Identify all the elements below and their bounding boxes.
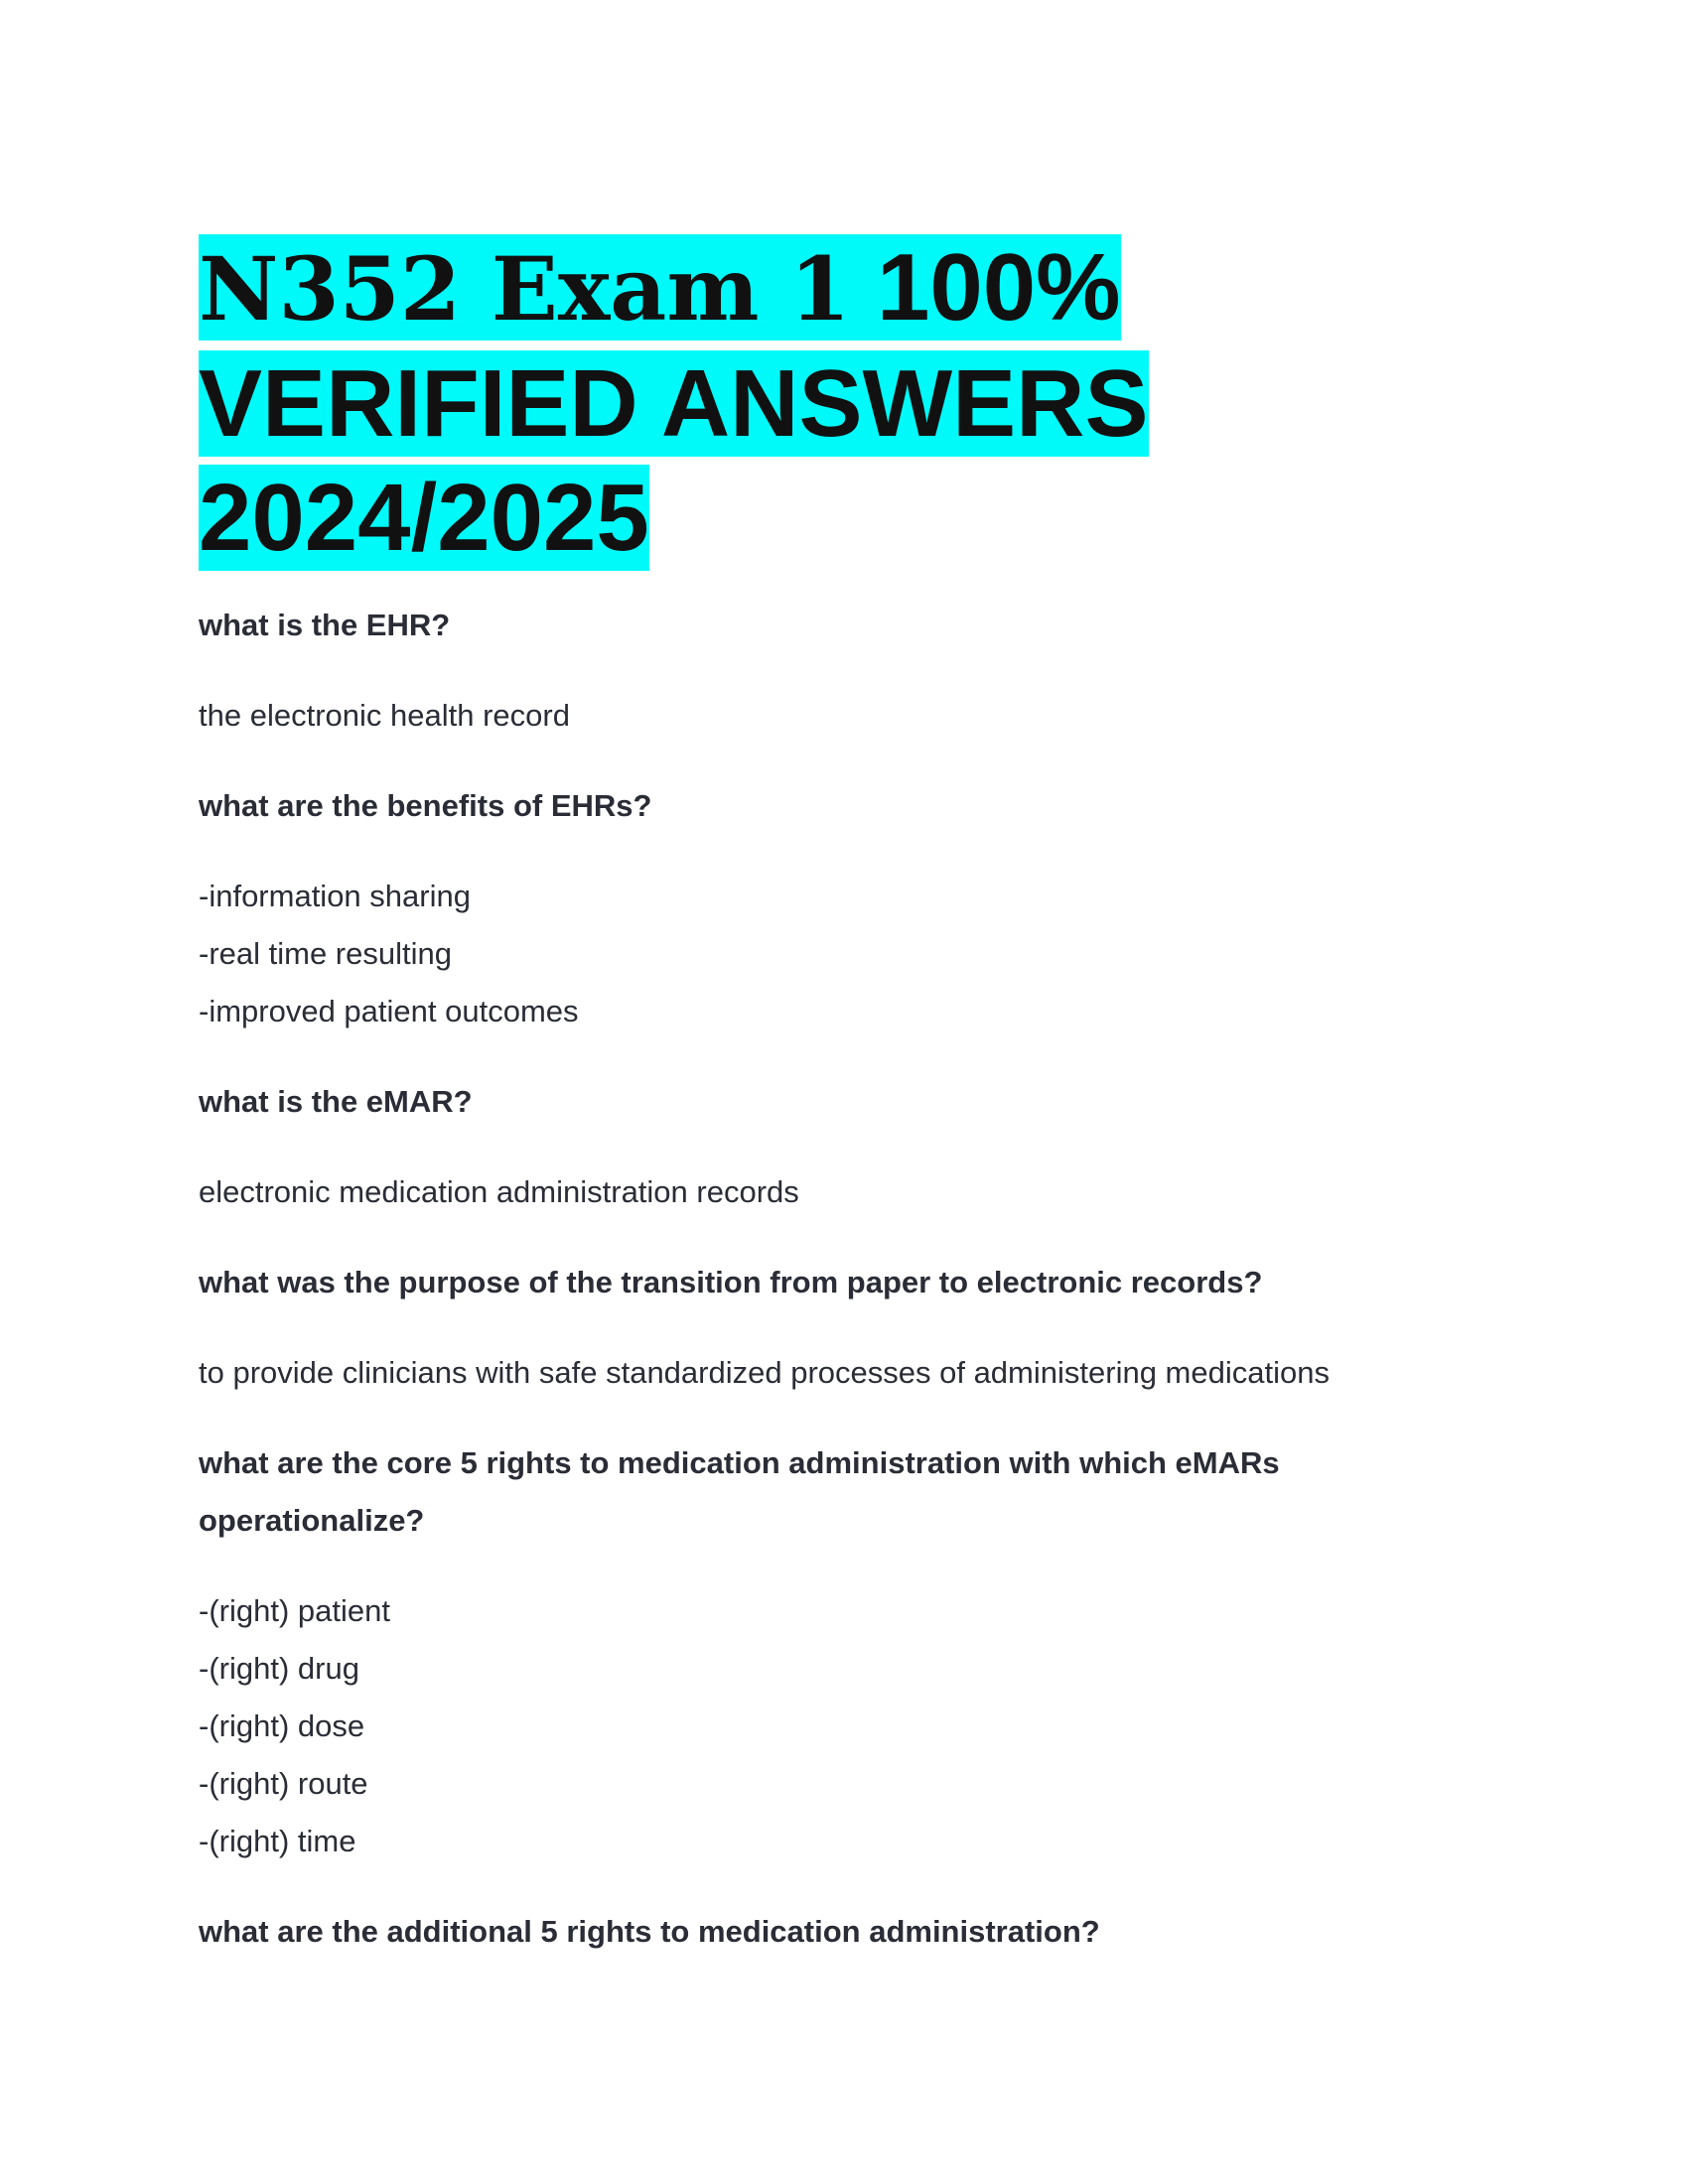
question: what are the additional 5 rights to medication administration? bbox=[199, 1914, 1100, 1949]
question: what are the core 5 rights to medication administration with which eMARs operationalize? bbox=[199, 1445, 1280, 1538]
answer bbox=[199, 1344, 1489, 1402]
qa-item-6 bbox=[199, 1903, 1489, 1961]
question: what is the EHR? bbox=[199, 608, 451, 642]
answer bbox=[199, 1163, 1489, 1221]
answer bbox=[199, 687, 1489, 745]
question: what is the eMAR? bbox=[199, 1084, 473, 1119]
answer-line: -real time resulting bbox=[199, 936, 452, 971]
title-course-code: N352 Exam 1 bbox=[199, 237, 851, 341]
qa-item-1 bbox=[199, 597, 1489, 745]
answer-line: the electronic health record bbox=[199, 698, 570, 733]
document-page bbox=[199, 230, 1489, 1993]
qa-item-4 bbox=[199, 1254, 1489, 1402]
answer-line: -improved patient outcomes bbox=[199, 994, 579, 1028]
qa-item-5 bbox=[199, 1434, 1489, 1870]
answer bbox=[199, 868, 1489, 1040]
answer-line: -(right) patient bbox=[199, 1593, 390, 1628]
qa-item-3 bbox=[199, 1073, 1489, 1221]
answer-line: -(right) dose bbox=[199, 1708, 365, 1743]
answer-line: -(right) time bbox=[199, 1824, 356, 1858]
title-subtitle: 100% VERIFIED ANSWERS 2024/2025 bbox=[199, 234, 1149, 571]
qa-item-2 bbox=[199, 777, 1489, 1040]
answer bbox=[199, 1582, 1489, 1870]
answer-line: -(right) drug bbox=[199, 1651, 359, 1686]
question: what was the purpose of the transition from paper to electronic records? bbox=[199, 1265, 1263, 1299]
answer-line: -information sharing bbox=[199, 879, 471, 913]
answer-line: -(right) route bbox=[199, 1766, 368, 1801]
answer-line: to provide clinicians with safe standardized processes of administering medications bbox=[199, 1355, 1330, 1390]
title-highlight bbox=[199, 234, 1149, 571]
answer-line: electronic medication administration records bbox=[199, 1174, 799, 1209]
document-title bbox=[199, 230, 1489, 575]
question: what are the benefits of EHRs? bbox=[199, 788, 652, 823]
